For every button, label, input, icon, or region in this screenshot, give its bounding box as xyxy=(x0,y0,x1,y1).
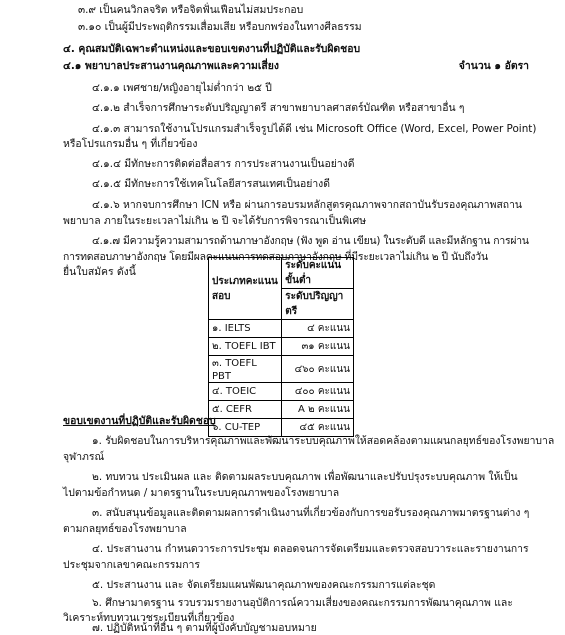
qualification-4-1-7-cont: การทดสอบภาษาอังกฤษ โดยมีผลคะแนนการทดสอบภาษาอังกฤษ ที่มีระยะเวลาไม่เกิน ๒ ปี นับถึงวัน xyxy=(63,251,488,263)
scope-item-3-cont: ตามกลยุทธ์ของโรงพยาบาล xyxy=(63,523,187,535)
table-row xyxy=(209,383,354,401)
table-row xyxy=(209,419,354,437)
scope-item-1: ๑. รับผิดชอบในการบริหารคุณภาพและพัฒนาระบบคุณภาพให้สอดคล้องตามแผนกลยุทธ์ของโรงพยาบาล xyxy=(92,435,555,447)
english-score-table xyxy=(208,257,354,437)
qualification-4-1-1: ๔.๑.๑ เพศชาย/หญิงอายุไม่ต่ำกว่า ๒๕ ปี xyxy=(92,82,272,94)
qualification-4-1-6-cont: พยาบาล ภายในระยะเวลาไม่เกิน ๒ ปี จะได้รับการพิจารณาเป็นพิเศษ xyxy=(63,215,367,227)
scope-item-6: ๖. ศึกษามาตรฐาน รวบรวมรายงานอุบัติการณ์ความเสี่ยงของคณะกรรมการพัฒนาคุณภาพ และ xyxy=(92,597,513,609)
test-name: ๕. CEFR xyxy=(209,401,282,419)
scope-item-2-cont: ไปตามข้อกำหนด / มาตรฐานในระบบคุณภาพของโรงพยาบาล xyxy=(63,487,340,499)
position-title: ๔.๑ พยาบาลประสานงานคุณภาพและความเสี่ยง xyxy=(63,60,279,72)
test-score: ๔๕ คะแนน xyxy=(282,419,354,437)
qualification-4-1-6: ๔.๑.๖ หากจบการศึกษา ICN หรือ ผ่านการอบรมหลักสูตรคุณภาพจากสถาบันรับรองคุณภาพสถาน xyxy=(92,199,523,211)
qualification-4-1-7: ๔.๑.๗ มีความรู้ความสามารถด้านภาษาอังกฤษ (ฟัง พูด อ่าน เขียน) ในระดับดี และมีหลักฐาน การผ่าน xyxy=(92,235,529,247)
test-score: ๔๐๐ คะแนน xyxy=(282,383,354,401)
test-name: ๓. TOEFL PBT xyxy=(209,356,282,383)
test-score: ๔๖๐ คะแนน xyxy=(282,356,354,383)
scope-item-6-cont: วิเคราะห์ทบทวนเวชระเบียนที่เกี่ยวข้อง xyxy=(63,612,235,624)
qualification-4-1-2: ๔.๑.๒ สำเร็จการศึกษาระดับปริญญาตรี สาขาพยาบาลศาสตร์บัณฑิต หรือสาขาอื่น ๆ xyxy=(92,102,465,114)
header-min-score: ระดับคะแนนขั้นต่ำ xyxy=(282,258,354,289)
scope-item-1-cont: จุฬาภรณ์ xyxy=(63,451,105,463)
table-row xyxy=(209,401,354,419)
item-3-9: ๓.๙ เป็นคนวิกลจริต หรือจิตฟั่นเฟือนไม่สมประกอบ xyxy=(78,4,304,16)
scope-item-7: ๗. ปฏิบัติหน้าที่อื่น ๆ ตามที่ผู้บังคับบัญชามอบหมาย xyxy=(92,622,317,634)
table-row xyxy=(209,320,354,338)
test-name: ๒. TOEFL IBT xyxy=(209,338,282,356)
scope-item-4-cont: ประชุมจากเลขาคณะกรรมการ xyxy=(63,559,200,571)
section-4-heading: ๔. คุณสมบัติเฉพาะตำแหน่งและขอบเขตงานที่ปฏิบัติและรับผิดชอบ xyxy=(63,43,361,55)
scope-heading: ขอบเขตงานที่ปฏิบัติและรับผิดชอบ xyxy=(63,415,216,427)
scope-item-2: ๒. ทบทวน ประเมินผล และ ติดตามผลระบบคุณภาพ เพื่อพัฒนาและปรับปรุงระบบคุณภาพ ให้เป็น xyxy=(92,471,518,483)
table-row xyxy=(209,356,354,383)
header-test-type: ประเภทคะแนนสอบ xyxy=(209,258,282,320)
scope-item-5: ๕. ประสานงาน และ จัดเตรียมแผนพัฒนาคุณภาพของคณะกรรมการแต่ละชุด xyxy=(92,579,436,591)
table-row xyxy=(209,338,354,356)
position-count: จำนวน ๑ อัตรา xyxy=(458,60,529,72)
qualification-4-1-3: ๔.๑.๓ สามารถใช้งานโปรแกรมสำเร็จรูปได้ดี เช่น Microsoft Office (Word, Excel, Power Point) xyxy=(92,123,537,135)
table-header-row xyxy=(209,258,354,289)
qualification-4-1-4: ๔.๑.๔ มีทักษะการติดต่อสื่อสาร การประสานงานเป็นอย่างดี xyxy=(92,158,355,170)
qualification-4-1-5: ๔.๑.๕ มีทักษะการใช้เทคโนโลยีสารสนเทศเป็นอย่างดี xyxy=(92,178,330,190)
qualification-4-1-7-cont2: ยื่นใบสมัคร ดังนี้ xyxy=(63,266,136,278)
qualification-4-1-3-cont: หรือโปรแกรมอื่น ๆ ที่เกี่ยวข้อง xyxy=(63,138,198,150)
scope-item-4: ๔. ประสานงาน กำหนดวาระการประชุม ตลอดจนการจัดเตรียมและตรวจสอบวาระและรายงานการ xyxy=(92,543,529,555)
header-bachelor: ระดับปริญญาตรี xyxy=(282,289,354,320)
test-score: A ๒ คะแนน xyxy=(282,401,354,419)
test-name: ๑. IELTS xyxy=(209,320,282,338)
scope-item-3: ๓. สนับสนุนข้อมูลและติดตามผลการดำเนินงานที่เกี่ยวข้องกับการขอรับรองคุณภาพมาตรฐานต่าง ๆ xyxy=(92,507,530,519)
test-name: ๔. TOEIC xyxy=(209,383,282,401)
test-score: ๓๑ คะแนน xyxy=(282,338,354,356)
test-name: ๖. CU-TEP xyxy=(209,419,282,437)
test-score: ๔ คะแนน xyxy=(282,320,354,338)
item-3-10: ๓.๑๐ เป็นผู้มีประพฤติกรรมเสื่อมเสีย หรือบกพร่องในทางศีลธรรม xyxy=(78,21,362,33)
